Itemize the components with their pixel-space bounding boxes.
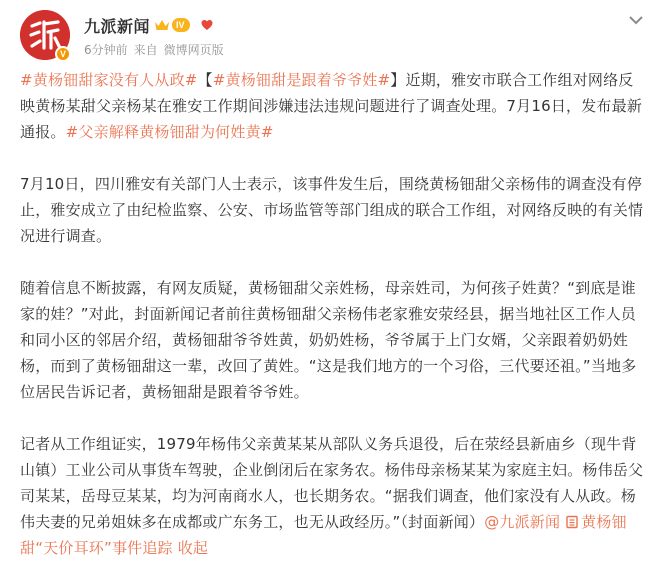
post-paragraph (20, 431, 648, 561)
document-icon (565, 515, 579, 529)
collapse-link[interactable]: 收起 (177, 539, 209, 557)
mention-link[interactable]: @九派新闻 (484, 513, 561, 531)
post-paragraph (20, 275, 648, 405)
post-meta (84, 41, 230, 58)
topic-link[interactable]: #黄杨钿甜是跟着爷爷姓# (212, 71, 391, 89)
topic-link[interactable]: #黄杨钿甜家没有人从政# (20, 71, 198, 89)
post-source: 微博网页版 (163, 43, 224, 57)
post-paragraph (20, 67, 648, 145)
post-paragraph (20, 171, 648, 249)
post-content (20, 67, 648, 561)
post-text: 随着信息不断披露，有网友质疑，黄杨钿甜父亲姓杨，母亲姓司，为何孩子姓黄？“到底是谁家的娃？”对此，封面新闻记者前往黄杨钿甜父亲杨伟老家雅安荥经县，据当地社区工作人员和同小区的邻居介绍，黄杨钿甜爷爷姓黄，奶奶姓杨，爷爷属于上门女婿，父亲跟着奶奶姓杨，而到了黄杨钿甜这一辈，改回了黄姓。“这是我们地方的一个习俗，三代要还祖。”当地多位居民告诉记者，黄杨钿甜是跟着爷爷姓。 (20, 279, 637, 401)
level-badge: IV (172, 18, 190, 32)
post-text: 【 (197, 71, 213, 89)
topic-link[interactable]: #父亲解释黄杨钿甜为何姓黄# (65, 123, 274, 141)
post-text: 】近期，雅安市联合工作组对网络反映黄杨某甜父亲杨某在雅安工作期间涉嫌违法违规问题进行了调查处理。7月16日，发布最新通报。 (20, 71, 643, 141)
name-row (84, 14, 214, 36)
post-time[interactable]: 6分钟前 (84, 43, 128, 57)
username[interactable]: 九派新闻 (84, 16, 151, 36)
verified-badge-icon: V (55, 46, 71, 62)
post-header (14, 6, 646, 62)
source-prefix: 来自 (133, 43, 158, 57)
page-link[interactable]: 黄杨钿甜“天价耳环”事件追踪 (20, 513, 627, 557)
fan-heart-icon[interactable] (200, 18, 214, 32)
chevron-down-icon[interactable] (628, 14, 644, 26)
post-text: 记者从工作组证实，1979年杨伟父亲黄某某从部队义务兵退役，后在荥经县新庙乡（现牛背山镇）工业公司从事货车驾驶，企业倒闭后在家务农。杨伟母亲杨某某为家庭主妇。杨伟岳父司某某，岳母豆某某，均为河南商水人，也长期务农。“据我们调查，他们家没有人从政。杨伟夫妻的兄弟姐妹多在成都或广东务工，也无从政经历。”（封面新闻） (20, 435, 644, 531)
crown-icon (154, 18, 170, 32)
post-text: 7月10日，四川雅安有关部门人士表示，该事件发生后，围绕黄杨钿甜父亲杨伟的调查没有停止，雅安成立了由纪检监察、公安、市场监管等部门组成的联合工作组，对网络反映的有关情况进行调查。 (20, 175, 644, 245)
